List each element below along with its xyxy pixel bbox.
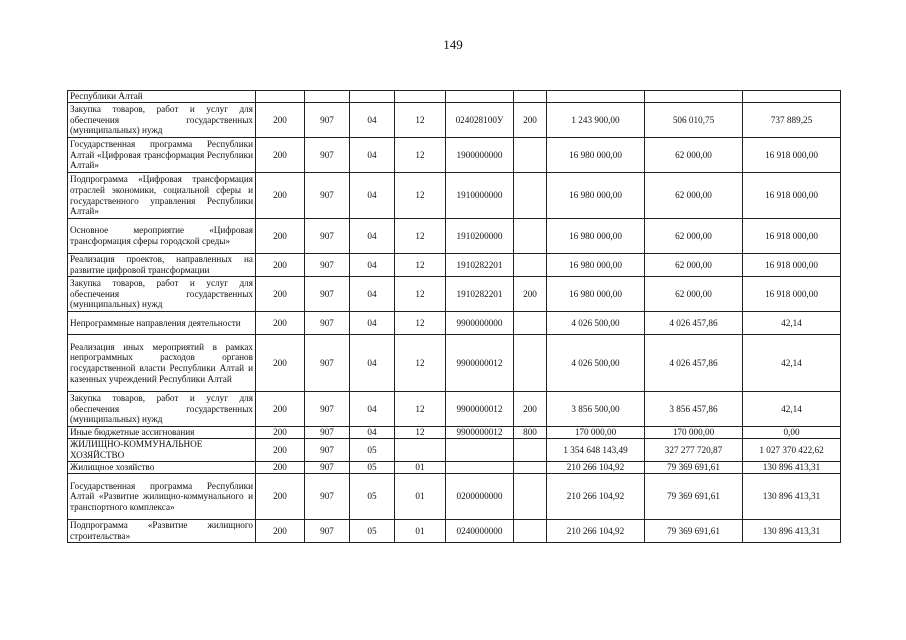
admin-code-cell: 200 bbox=[256, 474, 305, 520]
table-row bbox=[68, 335, 841, 392]
target-article-cell: 1910282201 bbox=[446, 254, 514, 277]
target-article-cell: 024028100У bbox=[446, 103, 514, 138]
amount-remaining-cell: 130 896 413,31 bbox=[743, 462, 841, 474]
section-code-cell: 04 bbox=[350, 427, 395, 439]
section-code-cell: 04 bbox=[350, 173, 395, 219]
admin-code-cell: 200 bbox=[256, 173, 305, 219]
department-code-cell: 907 bbox=[305, 138, 350, 173]
table-row bbox=[68, 462, 841, 474]
section-code-cell: 04 bbox=[350, 254, 395, 277]
amount-executed-cell: 62 000,00 bbox=[645, 173, 743, 219]
amount-executed-cell: 62 000,00 bbox=[645, 219, 743, 254]
table-row bbox=[68, 312, 841, 335]
target-article-cell: 1910282201 bbox=[446, 277, 514, 312]
target-article-cell: 0200000000 bbox=[446, 474, 514, 520]
amount-planned-cell: 16 980 000,00 bbox=[547, 219, 645, 254]
amount-planned-cell: 4 026 500,00 bbox=[547, 312, 645, 335]
expense-type-cell: 800 bbox=[514, 427, 547, 439]
amount-planned-cell: 170 000,00 bbox=[547, 427, 645, 439]
admin-code-cell: 200 bbox=[256, 277, 305, 312]
section-code-cell: 05 bbox=[350, 462, 395, 474]
section-code-cell: 04 bbox=[350, 277, 395, 312]
subsection-code-cell: 12 bbox=[395, 335, 446, 392]
amount-executed-cell bbox=[645, 91, 743, 103]
table-row bbox=[68, 219, 841, 254]
section-code-cell: 04 bbox=[350, 103, 395, 138]
expense-type-cell bbox=[514, 138, 547, 173]
subsection-code-cell: 12 bbox=[395, 173, 446, 219]
admin-code-cell: 200 bbox=[256, 312, 305, 335]
subsection-code-cell: 12 bbox=[395, 312, 446, 335]
amount-remaining-cell bbox=[743, 91, 841, 103]
table-row bbox=[68, 103, 841, 138]
amount-planned-cell: 1 243 900,00 bbox=[547, 103, 645, 138]
department-code-cell: 907 bbox=[305, 277, 350, 312]
expense-type-cell bbox=[514, 312, 547, 335]
table-row bbox=[68, 439, 841, 462]
amount-remaining-cell: 42,14 bbox=[743, 312, 841, 335]
section-code-cell: 04 bbox=[350, 219, 395, 254]
department-code-cell: 907 bbox=[305, 392, 350, 427]
subsection-code-cell: 01 bbox=[395, 462, 446, 474]
amount-planned-cell: 210 266 104,92 bbox=[547, 462, 645, 474]
department-code-cell bbox=[305, 91, 350, 103]
subsection-code-cell: 12 bbox=[395, 392, 446, 427]
expense-type-cell bbox=[514, 439, 547, 462]
department-code-cell: 907 bbox=[305, 439, 350, 462]
expense-type-cell: 200 bbox=[514, 277, 547, 312]
amount-executed-cell: 79 369 691,61 bbox=[645, 474, 743, 520]
row-name-cell: Реализация проектов, направленных на развитие цифровой трансформации bbox=[68, 254, 256, 277]
admin-code-cell: 200 bbox=[256, 103, 305, 138]
section-code-cell: 04 bbox=[350, 312, 395, 335]
amount-executed-cell: 62 000,00 bbox=[645, 277, 743, 312]
amount-planned-cell: 16 980 000,00 bbox=[547, 138, 645, 173]
row-name-cell: Иные бюджетные ассигнования bbox=[68, 427, 256, 439]
target-article-cell bbox=[446, 91, 514, 103]
admin-code-cell: 200 bbox=[256, 439, 305, 462]
target-article-cell bbox=[446, 439, 514, 462]
amount-executed-cell: 4 026 457,86 bbox=[645, 335, 743, 392]
amount-remaining-cell: 16 918 000,00 bbox=[743, 138, 841, 173]
section-code-cell: 05 bbox=[350, 474, 395, 520]
amount-remaining-cell: 16 918 000,00 bbox=[743, 254, 841, 277]
expense-type-cell bbox=[514, 173, 547, 219]
admin-code-cell bbox=[256, 91, 305, 103]
row-name-cell: Закупка товаров, работ и услуг для обеспечения государственных (муниципальных) нужд bbox=[68, 103, 256, 138]
table-row bbox=[68, 474, 841, 520]
amount-remaining-cell: 130 896 413,31 bbox=[743, 474, 841, 520]
department-code-cell: 907 bbox=[305, 312, 350, 335]
row-name-cell: Закупка товаров, работ и услуг для обеспечения государственных (муниципальных) нужд bbox=[68, 277, 256, 312]
amount-planned-cell: 4 026 500,00 bbox=[547, 335, 645, 392]
table-row bbox=[68, 254, 841, 277]
subsection-code-cell: 12 bbox=[395, 103, 446, 138]
target-article-cell: 9900000000 bbox=[446, 312, 514, 335]
subsection-code-cell bbox=[395, 91, 446, 103]
budget-table bbox=[67, 90, 841, 543]
amount-planned-cell: 16 980 000,00 bbox=[547, 254, 645, 277]
amount-executed-cell: 79 369 691,61 bbox=[645, 520, 743, 543]
expense-type-cell: 200 bbox=[514, 103, 547, 138]
row-name-cell: Подпрограмма «Цифровая трансформация отраслей экономики, социальной сферы и государственного управления Республики Алтай» bbox=[68, 173, 256, 219]
subsection-code-cell: 12 bbox=[395, 427, 446, 439]
row-name-cell: Реализация иных мероприятий в рамках непрограммных расходов органов государственной власти Республики Алтай и казенных учреждений Республики Алтай bbox=[68, 335, 256, 392]
amount-remaining-cell: 0,00 bbox=[743, 427, 841, 439]
department-code-cell: 907 bbox=[305, 427, 350, 439]
target-article-cell: 1910000000 bbox=[446, 173, 514, 219]
row-name-cell: ЖИЛИЩНО-КОММУНАЛЬНОЕ ХОЗЯЙСТВО bbox=[68, 439, 256, 462]
row-name-cell: Жилищное хозяйство bbox=[68, 462, 256, 474]
subsection-code-cell: 01 bbox=[395, 520, 446, 543]
table-row bbox=[68, 392, 841, 427]
admin-code-cell: 200 bbox=[256, 462, 305, 474]
amount-remaining-cell: 16 918 000,00 bbox=[743, 173, 841, 219]
department-code-cell: 907 bbox=[305, 219, 350, 254]
admin-code-cell: 200 bbox=[256, 427, 305, 439]
expense-type-cell: 200 bbox=[514, 392, 547, 427]
section-code-cell: 05 bbox=[350, 439, 395, 462]
expense-type-cell bbox=[514, 254, 547, 277]
amount-planned-cell: 210 266 104,92 bbox=[547, 474, 645, 520]
row-name-cell: Республики Алтай bbox=[68, 91, 256, 103]
admin-code-cell: 200 bbox=[256, 219, 305, 254]
section-code-cell bbox=[350, 91, 395, 103]
amount-remaining-cell: 16 918 000,00 bbox=[743, 277, 841, 312]
department-code-cell: 907 bbox=[305, 462, 350, 474]
target-article-cell: 0240000000 bbox=[446, 520, 514, 543]
expense-type-cell bbox=[514, 462, 547, 474]
amount-remaining-cell: 42,14 bbox=[743, 392, 841, 427]
expense-type-cell bbox=[514, 219, 547, 254]
admin-code-cell: 200 bbox=[256, 335, 305, 392]
expense-type-cell bbox=[514, 474, 547, 520]
amount-planned-cell: 16 980 000,00 bbox=[547, 173, 645, 219]
amount-executed-cell: 62 000,00 bbox=[645, 254, 743, 277]
subsection-code-cell: 12 bbox=[395, 277, 446, 312]
target-article-cell: 1900000000 bbox=[446, 138, 514, 173]
amount-executed-cell: 327 277 720,87 bbox=[645, 439, 743, 462]
table-row bbox=[68, 277, 841, 312]
department-code-cell: 907 bbox=[305, 474, 350, 520]
amount-planned-cell: 3 856 500,00 bbox=[547, 392, 645, 427]
expense-type-cell bbox=[514, 91, 547, 103]
amount-executed-cell: 3 856 457,86 bbox=[645, 392, 743, 427]
subsection-code-cell: 12 bbox=[395, 254, 446, 277]
amount-executed-cell: 170 000,00 bbox=[645, 427, 743, 439]
subsection-code-cell: 12 bbox=[395, 138, 446, 173]
table-row bbox=[68, 427, 841, 439]
admin-code-cell: 200 bbox=[256, 392, 305, 427]
department-code-cell: 907 bbox=[305, 103, 350, 138]
table-row bbox=[68, 173, 841, 219]
admin-code-cell: 200 bbox=[256, 254, 305, 277]
page-number: 149 bbox=[443, 37, 463, 52]
target-article-cell: 9900000012 bbox=[446, 392, 514, 427]
target-article-cell: 9900000012 bbox=[446, 427, 514, 439]
row-name-cell: Государственная программа Республики Алтай «Развитие жилищно-коммунального и транспортного комплекса» bbox=[68, 474, 256, 520]
amount-executed-cell: 506 010,75 bbox=[645, 103, 743, 138]
section-code-cell: 04 bbox=[350, 138, 395, 173]
amount-planned-cell: 16 980 000,00 bbox=[547, 277, 645, 312]
table-row bbox=[68, 520, 841, 543]
amount-remaining-cell: 1 027 370 422,62 bbox=[743, 439, 841, 462]
amount-planned-cell: 1 354 648 143,49 bbox=[547, 439, 645, 462]
admin-code-cell: 200 bbox=[256, 520, 305, 543]
expense-type-cell bbox=[514, 520, 547, 543]
row-name-cell: Основное мероприятие «Цифровая трансформация сферы городской среды» bbox=[68, 219, 256, 254]
row-name-cell: Государственная программа Республики Алтай «Цифровая трансформация Республики Алтай» bbox=[68, 138, 256, 173]
amount-executed-cell: 79 369 691,61 bbox=[645, 462, 743, 474]
subsection-code-cell: 01 bbox=[395, 474, 446, 520]
row-name-cell: Закупка товаров, работ и услуг для обеспечения государственных (муниципальных) нужд bbox=[68, 392, 256, 427]
department-code-cell: 907 bbox=[305, 520, 350, 543]
expense-type-cell bbox=[514, 335, 547, 392]
section-code-cell: 04 bbox=[350, 335, 395, 392]
amount-executed-cell: 62 000,00 bbox=[645, 138, 743, 173]
row-name-cell: Подпрограмма «Развитие жилищного строительства» bbox=[68, 520, 256, 543]
subsection-code-cell: 12 bbox=[395, 219, 446, 254]
amount-planned-cell: 210 266 104,92 bbox=[547, 520, 645, 543]
admin-code-cell: 200 bbox=[256, 138, 305, 173]
amount-remaining-cell: 42,14 bbox=[743, 335, 841, 392]
department-code-cell: 907 bbox=[305, 173, 350, 219]
section-code-cell: 04 bbox=[350, 392, 395, 427]
table-row bbox=[68, 138, 841, 173]
table-row bbox=[68, 91, 841, 103]
amount-remaining-cell: 130 896 413,31 bbox=[743, 520, 841, 543]
target-article-cell: 9900000012 bbox=[446, 335, 514, 392]
amount-executed-cell: 4 026 457,86 bbox=[645, 312, 743, 335]
department-code-cell: 907 bbox=[305, 254, 350, 277]
target-article-cell: 1910200000 bbox=[446, 219, 514, 254]
subsection-code-cell bbox=[395, 439, 446, 462]
department-code-cell: 907 bbox=[305, 335, 350, 392]
amount-planned-cell bbox=[547, 91, 645, 103]
amount-remaining-cell: 737 889,25 bbox=[743, 103, 841, 138]
amount-remaining-cell: 16 918 000,00 bbox=[743, 219, 841, 254]
target-article-cell bbox=[446, 462, 514, 474]
section-code-cell: 05 bbox=[350, 520, 395, 543]
row-name-cell: Непрограммные направления деятельности bbox=[68, 312, 256, 335]
